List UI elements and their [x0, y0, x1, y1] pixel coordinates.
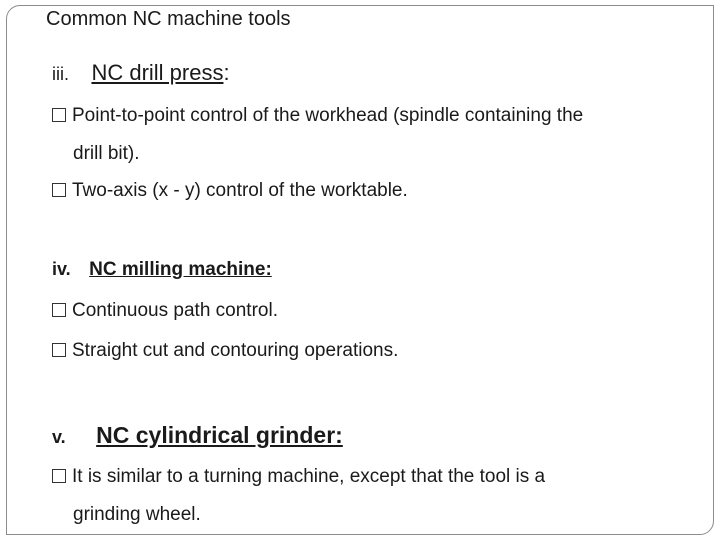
section-number: iv.: [52, 259, 71, 279]
square-bullet-icon: [52, 303, 66, 317]
bullet-text: Continuous path control.: [72, 300, 278, 321]
section-number: iii.: [52, 64, 69, 84]
section-heading-cylindrical-grinder: [52, 422, 343, 449]
square-bullet-icon: [52, 469, 66, 483]
section-title: NC cylindrical grinder:: [96, 422, 343, 448]
section-heading-milling-machine: [52, 259, 272, 281]
section-title: NC milling machine:: [89, 259, 272, 280]
bullet-item: [52, 97, 682, 173]
square-bullet-icon: [52, 108, 66, 122]
bullet-item: [52, 332, 682, 370]
section-heading-drill-press: [52, 60, 230, 86]
section-number: v.: [52, 427, 66, 447]
bullet-item: [52, 172, 682, 210]
bullet-text: Point-to-point control of the workhead (spindle containing the: [72, 105, 584, 126]
bullet-item: [52, 458, 682, 534]
bullet-text: It is similar to a turning machine, except that the tool is a: [72, 466, 546, 487]
bullet-text: Straight cut and contouring operations.: [72, 340, 399, 361]
section-title: NC drill press:: [91, 60, 230, 85]
square-bullet-icon: [52, 343, 66, 357]
square-bullet-icon: [52, 183, 66, 197]
slide-title: Common NC machine tools: [46, 8, 291, 30]
bullet-item: [52, 292, 682, 330]
bullet-text-continued: drill bit).: [73, 143, 140, 164]
bullet-text: Two-axis (x - y) control of the worktable.: [72, 180, 408, 201]
bullet-text-continued: grinding wheel.: [73, 504, 201, 525]
